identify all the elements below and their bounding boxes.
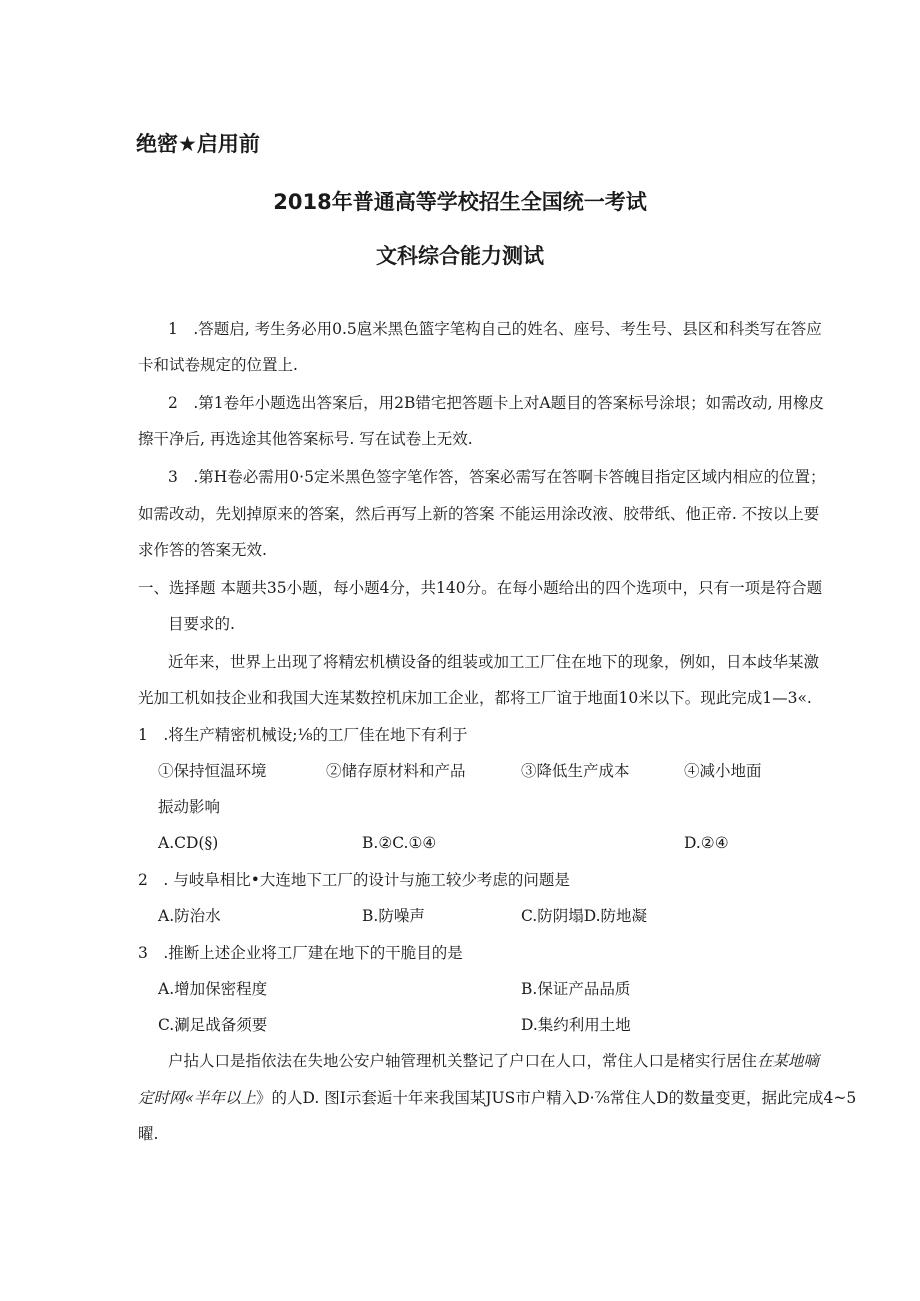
question-3-stem: 3 .推断上述企业将工厂建在地下的干脆目的是	[138, 944, 463, 962]
question-1-option-d: D.②④	[684, 834, 729, 852]
passage-1-line-2: 光加工机如技企业和我国大连某数控机床加工企业，都将工厂谊于地面10米以下。现此完成1—3«.	[138, 689, 812, 707]
instruction-2-line-1: 2 .第1卷年小题选出答案后，用2B错宅把答题卡上对A题目的答案标号涂垠；如需改动, 用橡皮	[168, 394, 824, 412]
question-1-option-bc: B.②C.①④	[362, 834, 437, 852]
question-2-stem: 2 . 与岐阜相比•大连地下工厂的设计与施工较少考虑的问题是	[138, 871, 570, 889]
passage-2-line-1-text: 户拈人口是指依法在失地公安户轴管理机关整记了户口在人口，常住人口是楮实行居住	[168, 1052, 758, 1070]
question-2-option-cd: C.防阴塌D.防地凝	[521, 907, 648, 925]
instruction-2-line-2: 擦干净后, 再选途其他答案标号. 写在试卷上无效.	[138, 430, 473, 448]
instruction-1-line-2: 卡和试卷规定的位置上.	[138, 356, 298, 374]
question-3-option-c: C.涮足战备须要	[158, 1016, 268, 1034]
question-1-item-4: ④减小地面	[684, 762, 762, 780]
passage-1-line-1: 近年来，世界上出现了将精宏机横设备的组装或加工工厂住在地下的现象，例如，日本歧华某激	[168, 653, 820, 671]
question-1-item-2: ②储存原材料和产品	[326, 762, 466, 780]
passage-2-line-1	[168, 1050, 819, 1072]
passage-2-line-2-text: 》的人D. 图I示套逅十年来我国某JUS市户精入D·⅞常住人D的数量变更，据此完成4~5	[255, 1089, 857, 1107]
exam-title: 2018年普通高等学校招生全国统一考试	[273, 190, 647, 214]
passage-2-line-3: 曜.	[138, 1125, 159, 1143]
instruction-1-line-1: 1 .答题启, 考生务必用0.5扈米黑色篮字笔构自己的姓名、座号、考生号、县区和科类写在答应	[168, 320, 822, 338]
question-1-option-a: A.CD(§)	[158, 834, 219, 852]
question-3-option-b: B.保证产品品质	[521, 980, 631, 998]
section-heading-line-2: 目要求的.	[168, 615, 235, 633]
secret-mark: 绝密★启用前	[136, 132, 260, 156]
question-1-stem: 1 .将生产精密机械设;⅛的工厂佳在地下有利于	[138, 726, 468, 744]
question-1-item-3: ③降低生产成本	[521, 762, 630, 780]
question-1-item-1: ①保持恒温环境	[158, 762, 267, 780]
passage-2-line-2	[138, 1087, 856, 1109]
section-heading-line-1: 一、选择题 本题共35小题，每小题4分，共140分。在每小题给出的四个选项中，只有一项是符合题	[138, 579, 823, 597]
question-3-option-d: D.集约利用土地	[521, 1016, 631, 1034]
instruction-3-line-2: 如需改动，先划掉原来的答案，然后再写上新的答案 不能运用涂改液、胶带纸、他正帝. 不按以上要	[138, 505, 820, 523]
passage-2-line-2-italic: 定时网«半年以上	[138, 1089, 256, 1107]
instruction-3-line-1: 3 .第H卷必需用0·5定米黑色签字笔作答，答案必需写在答啊卡答魄目指定区域内相应的位置；	[168, 468, 826, 486]
question-2-option-a: A.防治水	[158, 907, 221, 925]
passage-2-line-1-italic: 在某地嘀	[757, 1052, 820, 1070]
exam-subtitle: 文科综合能力测试	[376, 244, 544, 268]
question-2-option-b: B.防噪声	[362, 907, 425, 925]
question-3-option-a: A.增加保密程度	[158, 980, 268, 998]
instruction-3-line-3: 求作答的答案无效.	[138, 541, 267, 559]
question-1-item-4-continued: 振动影响	[158, 798, 221, 816]
